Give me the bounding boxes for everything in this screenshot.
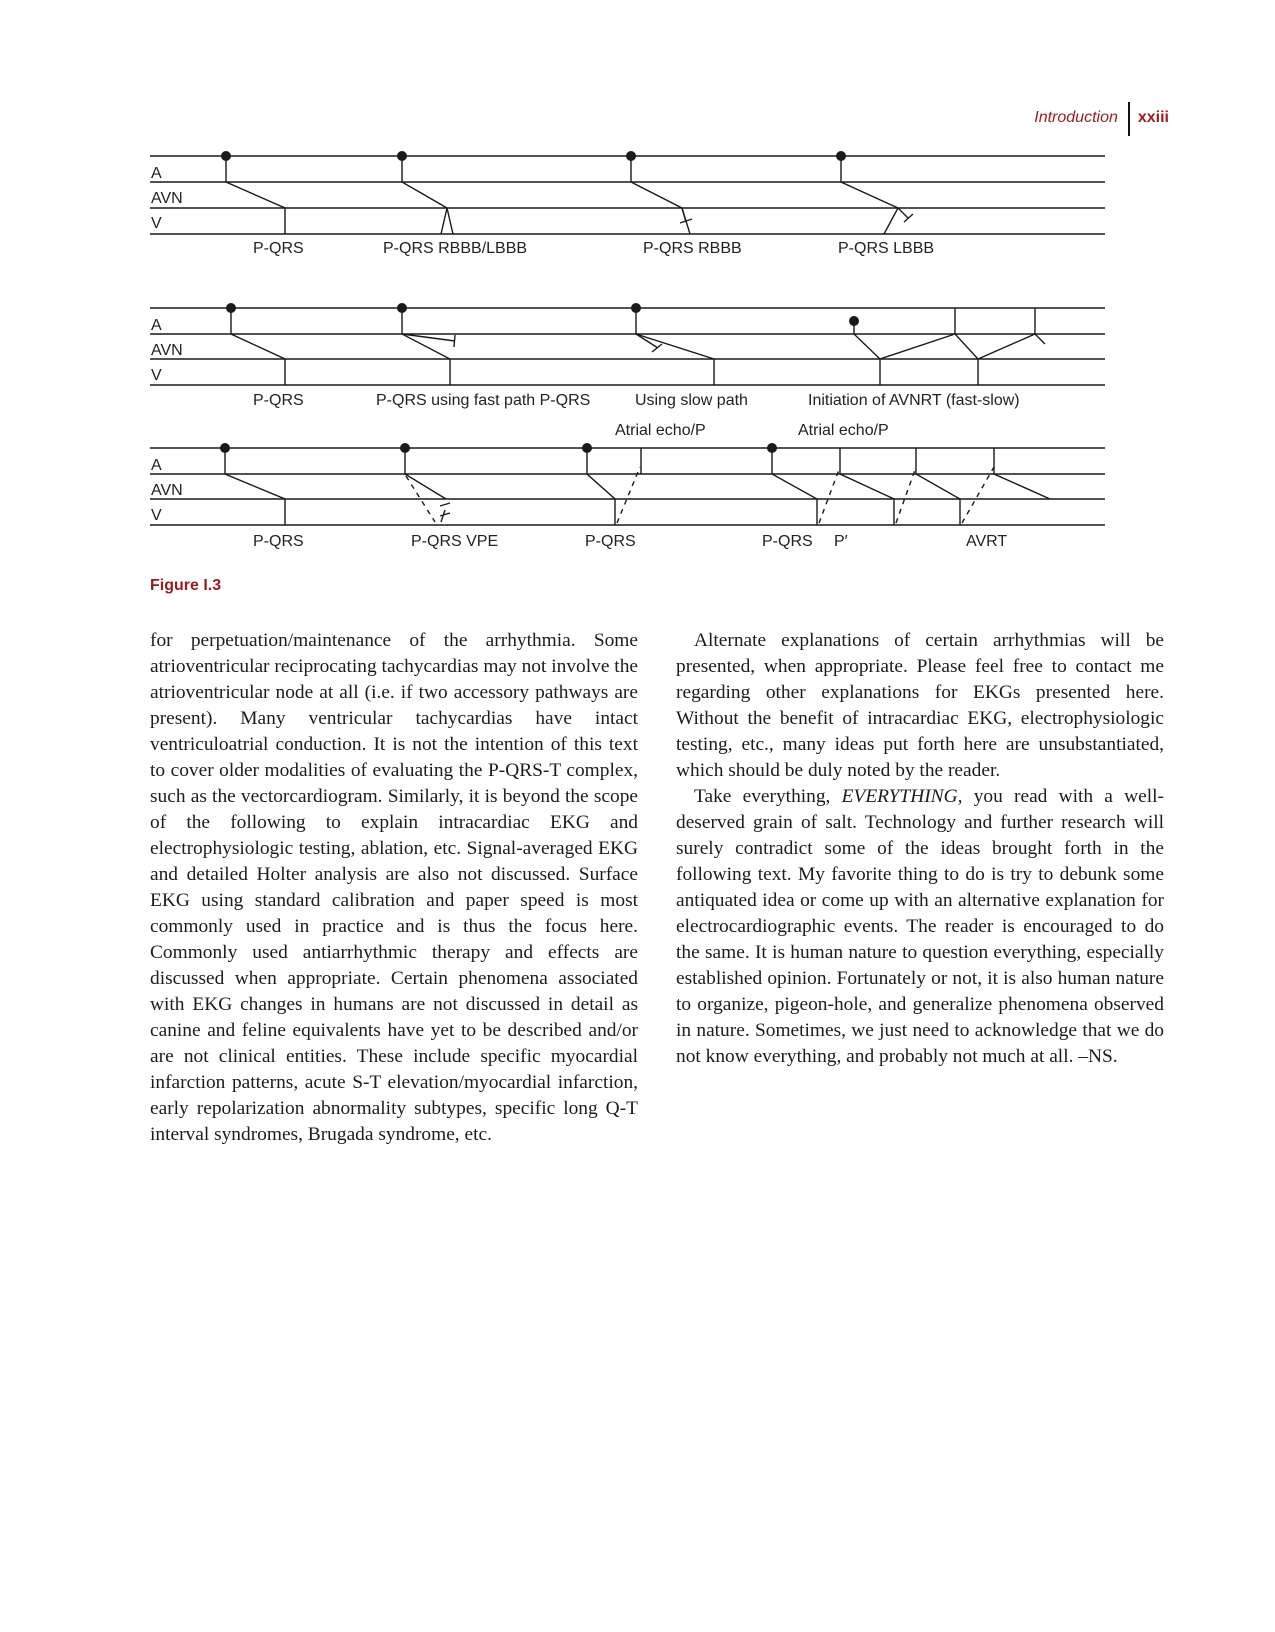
body-paragraph: for perpetuation/maintenance of the arrhythmia. Some atrioventricular reciprocating tachycardias may not involve the atrioventricular node at all (i.e. if two accessory pathways are present). Many ventricular tachycardias have intact ventriculoatrial conduction. It is not the intention of this text to cover older modalities of evaluating the P-QRS-T complex, such as the vectorcardiogram. Similarly, it is beyond the scope of the following to explain intracardiac EKG and electrophysiologic testing, ablation, etc. Signal-averaged EKG and detailed Holter analysis are also not discussed. Surface EKG using standard calibration and paper speed is most commonly used in practice and is thus the focus here. Commonly used antiarrhythmic therapy and effects are discussed when appropriate. Certain phenomena associated with EKG changes in humans are not discussed in detail as canine and feline equivalents have yet to be described and/or are not clinical entities. These include specific myocardial infarction patterns, acute S-T elevation/myocardial infarction, early repolarization abnormality subtypes, specific long Q-T interval syndromes, Brugada syndrome, etc. [150, 630, 638, 1145]
section-title: Introduction [1034, 109, 1118, 126]
emphasis-text: EVERYTHING, [841, 786, 963, 807]
beat-label: P-QRS LBBB [838, 240, 935, 257]
beat-label: AVRT [966, 533, 1008, 550]
axis-label-v: V [151, 507, 162, 524]
beat-label: P-QRS [253, 533, 304, 550]
beat-label: P-QRS RBBB [643, 240, 742, 257]
beat-label: Initiation of AVNRT (fast-slow) [808, 392, 1020, 409]
body-column-right [676, 628, 1164, 1070]
ladder-row-1 [150, 151, 1105, 257]
beat-label: P-QRS [762, 533, 813, 550]
axis-label-v: V [151, 215, 162, 232]
beat-label: P-QRS using fast path P-QRS [376, 392, 591, 409]
ladder-row-3 [150, 422, 1105, 550]
beat-label: P-QRS [253, 240, 304, 257]
axis-label-a: A [151, 165, 162, 182]
axis-label-a: A [151, 317, 162, 334]
beat-label: P-QRS RBBB/LBBB [383, 240, 528, 257]
beat-label: P-QRS [253, 392, 304, 409]
ladder-diagram-figure [0, 0, 1275, 560]
axis-label-a: A [151, 457, 162, 474]
paragraph-text: you read with a well-deserved grain of salt. Technology and further research will surely contradict some of the ideas brought forth in the following text. My favorite thing to do is try to debunk some antiquated idea or come up with an alternative explanation for electrocardiographic events. The reader is encouraged to do the same. It is human nature to question everything, especially established opinion. Fortunately or not, it is also human nature to organize, pigeon-hole, and generalize phenomena observed in nature. Sometimes, we just need to acknowledge that we do not know everything, and probably not much at all. –NS. [676, 786, 1164, 1067]
axis-label-v: V [151, 367, 162, 384]
axis-label-avn: AVN [151, 482, 183, 499]
echo-label: Atrial echo/P [615, 422, 706, 439]
ladder-row-2 [150, 303, 1105, 409]
beat-label: P′ [834, 533, 848, 550]
body-paragraph [676, 784, 1164, 1070]
axis-label-avn: AVN [151, 342, 183, 359]
paragraph-text: Take everything, [694, 786, 842, 807]
body-column-left [150, 628, 638, 1148]
axis-label-avn: AVN [151, 190, 183, 207]
echo-label: Atrial echo/P [798, 422, 889, 439]
beat-label: P-QRS VPE [411, 533, 499, 550]
body-paragraph: Alternate explanations of certain arrhythmias will be presented, when appropriate. Please feel free to contact me regarding other explanations for EKGs presented here. Without the benefit of intracardiac EKG, electrophysiologic testing, etc., many ideas put forth here are unsubstantiated, which should be duly noted by the reader. [676, 630, 1164, 781]
beat-label: P-QRS [585, 533, 636, 550]
beat-label: Using slow path [635, 392, 748, 409]
figure-caption: Figure I.3 [150, 577, 222, 594]
page-number: xxiii [1137, 109, 1169, 126]
